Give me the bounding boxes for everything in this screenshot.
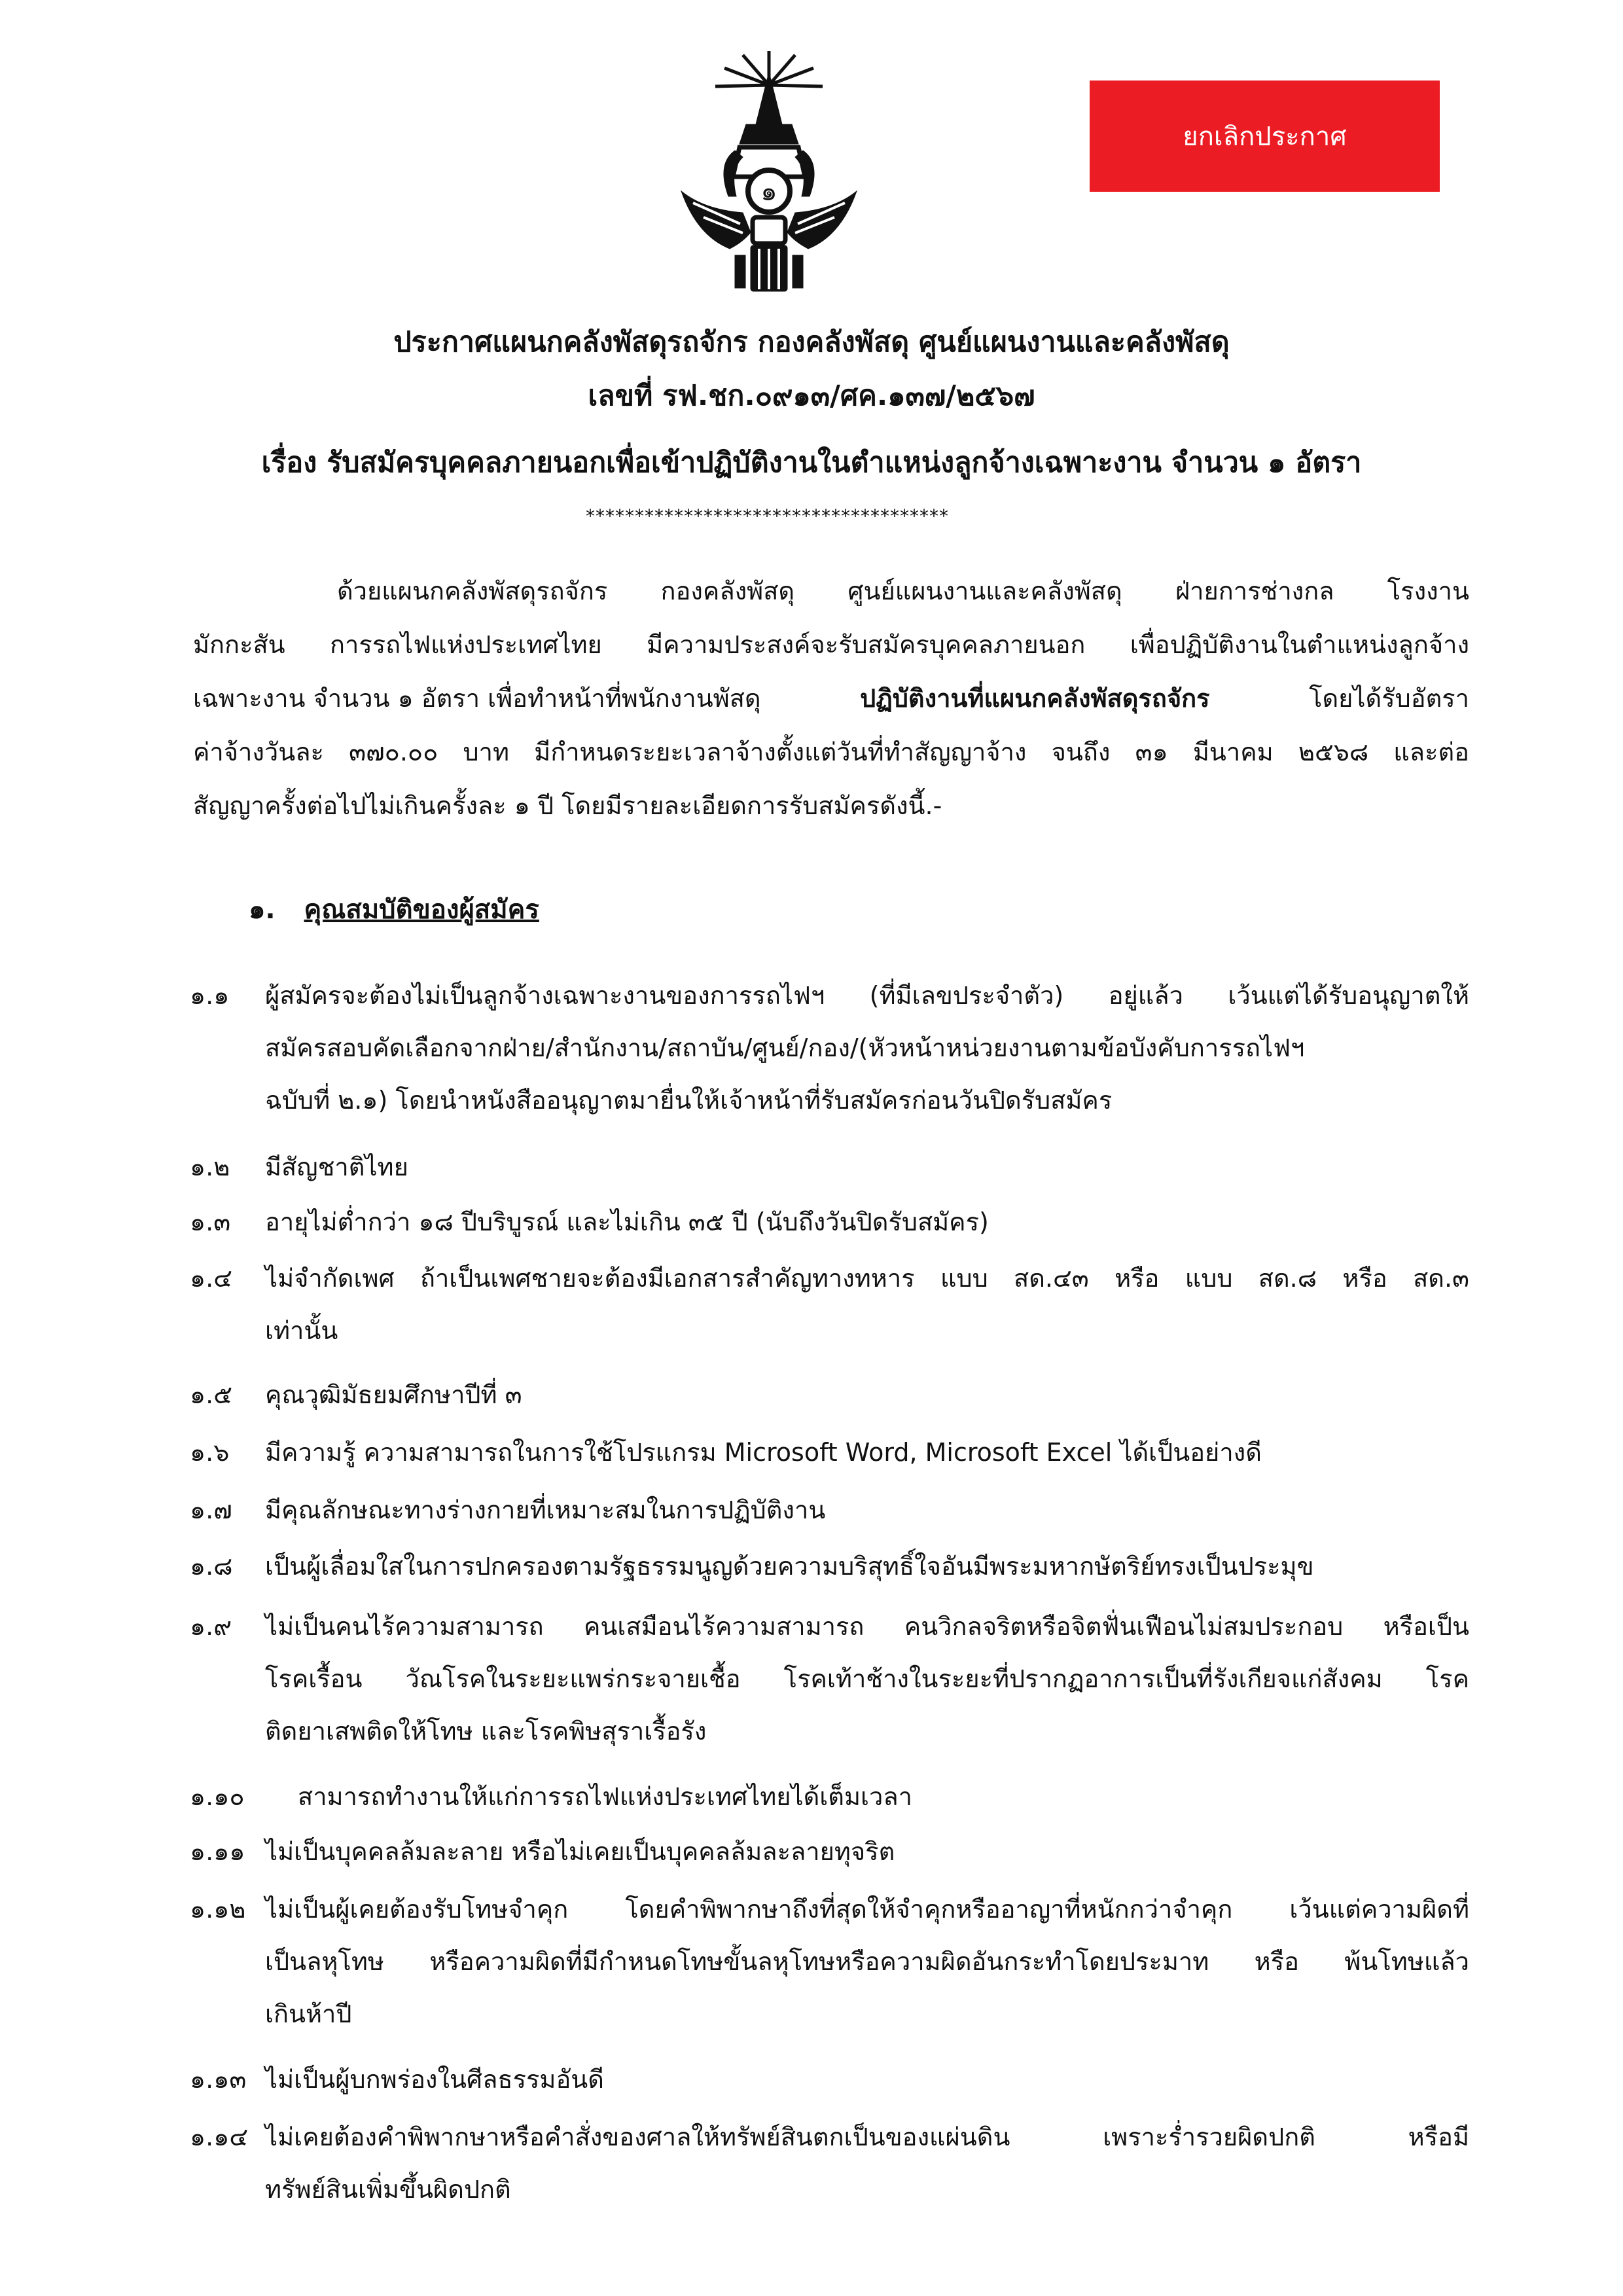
item-number: ๑.๑๔ (190, 2123, 249, 2151)
item-text: มีคุณลักษณะทางร่างกายที่เหมาะสมในการปฏิบัติงาน (265, 1496, 826, 1524)
section-1-number: ๑. (249, 895, 276, 925)
intro-line-2: มักกะสัน การรถไฟแห่งประเทศไทย มีความประสงค์จะรับสมัครบุคคลภายนอก เพื่อปฏิบัติงานในตำแหน่งลูกจ้าง (193, 630, 1469, 659)
cancel-announcement-button[interactable]: ยกเลิกประกาศ (1090, 81, 1440, 192)
intro-line-3-bold: ปฏิบัติงานที่แผนกคลังพัสดุรถจักร (860, 684, 1210, 713)
item-text-cont: โรคเรื้อน วัณโรคในระยะแพร่กระจายเชื้อ โรคเท้าช้างในระยะที่ปรากฏอาการเป็นที่รังเกียจแก่สังคม โรค (265, 1664, 1469, 1693)
item-number: ๑.๔ (190, 1264, 232, 1293)
item-number: ๑.๑ (190, 981, 230, 1010)
item-number: ๑.๑๑ (190, 1837, 245, 1866)
intro-line-3 (193, 678, 1469, 718)
announcement-title: ประกาศแผนกคลังพัสดุรถจักร กองคลังพัสดุ ศูนย์แผนงานและคลังพัสดุ (393, 326, 1230, 359)
item-text-cont: ฉบับที่ ๒.๑) โดยนำหนังสืออนุญาตมายื่นให้เจ้าหน้าที่รับสมัครก่อนวันปิดรับสมัคร (265, 1086, 1113, 1115)
item-number: ๑.๑๓ (190, 2065, 247, 2094)
item-text: ผู้สมัครจะต้องไม่เป็นลูกจ้างเฉพาะงานของการรถไฟฯ (ที่มีเลขประจำตัว) อยู่แล้ว เว้นแต่ได้รับอนุญาตให้ (265, 981, 1469, 1010)
announcement-subject: เรื่อง รับสมัครบุคคลภายนอกเพื่อเข้าปฏิบัติงานในตำแหน่งลูกจ้างเฉพาะงาน จำนวน ๑ อัตรา (261, 446, 1362, 479)
item-text-cont: เกินห้าปี (265, 2000, 352, 2028)
item-number: ๑.๙ (190, 1612, 232, 1641)
item-text: ไม่เป็นผู้บกพร่องในศีลธรรมอันดี (265, 2065, 604, 2094)
intro-line-3-end: โดยได้รับอัตรา (1309, 684, 1469, 713)
srt-emblem-logo (677, 46, 861, 295)
item-text-cont: สมัครสอบคัดเลือกจากฝ่าย/สำนักงาน/สถาบัน/ศูนย์/กอง/(หัวหน้าหน่วยงานตามข้อบังคับการรถไฟฯ (265, 1033, 1305, 1062)
item-number: ๑.๖ (190, 1438, 230, 1467)
announcement-number: เลขที่ รฟ.ชก.๐๙๑๓/ศค.๑๓๗/๒๕๖๗ (588, 380, 1035, 412)
item-text: เป็นผู้เลื่อมใสในการปกครองตามรัฐธรรมนูญด้วยความบริสุทธิ์ใจอันมีพระมหากษัตริย์ทรงเป็นประมุข (265, 1552, 1314, 1581)
item-number: ๑.๗ (190, 1496, 232, 1524)
svg-text:๑: ๑ (760, 177, 777, 207)
intro-line-3-start: เฉพาะงาน จำนวน ๑ อัตรา เพื่อทำหน้าที่พนักงานพัสดุ (193, 684, 761, 713)
intro-line-5: สัญญาครั้งต่อไปไม่เกินครั้งละ ๑ ปี โดยมีรายละเอียดการรับสมัครดังนี้.- (193, 791, 942, 820)
intro-line-1: ด้วยแผนกคลังพัสดุรถจักร กองคลังพัสดุ ศูนย์แผนงานและคลังพัสดุ ฝ่ายการช่างกล โรงงาน (337, 577, 1469, 605)
item-number: ๑.๕ (190, 1380, 232, 1409)
item-number: ๑.๘ (190, 1552, 233, 1581)
item-number: ๑.๓ (190, 1208, 231, 1236)
item-text: คุณวุฒิมัธยมศึกษาปีที่ ๓ (265, 1380, 522, 1409)
section-1-heading (249, 888, 539, 930)
item-text: มีสัญชาติไทย (265, 1153, 408, 1181)
intro-line-4: ค่าจ้างวันละ ๓๗๐.๐๐ บาท มีกำหนดระยะเวลาจ้างตั้งแต่วันที่ทำสัญญาจ้าง จนถึง ๓๑ มีนาคม ๒๕๖๘ และต่อ (193, 738, 1469, 766)
item-text-cont: ทรัพย์สินเพิ่มขึ้นผิดปกติ (265, 2175, 511, 2204)
item-text: มีความรู้ ความสามารถในการใช้โปรแกรม Microsoft Word, Microsoft Excel ได้เป็นอย่างดี (265, 1438, 1262, 1467)
item-text-cont: เท่านั้น (265, 1316, 338, 1345)
item-text-cont: เป็นลหุโทษ หรือความผิดที่มีกำหนดโทษขั้นลหุโทษหรือความผิดอันกระทำโดยประมาท หรือ พ้นโทษแล้ว (265, 1947, 1469, 1976)
item-number: ๑.๑๐ (190, 1782, 245, 1811)
item-number: ๑.๒ (190, 1153, 230, 1181)
item-text: อายุไม่ต่ำกว่า ๑๘ ปีบริบูรณ์ และไม่เกิน ๓๕ ปี (นับถึงวันปิดรับสมัคร) (265, 1208, 989, 1236)
item-text: ไม่เป็นคนไร้ความสามารถ คนเสมือนไร้ความสามารถ คนวิกลจริตหรือจิตฟั่นเฟือนไม่สมประกอบ หรือเป็น (265, 1612, 1469, 1641)
separator-line: ************************************* (586, 505, 949, 527)
item-text: ไม่จำกัดเพศ ถ้าเป็นเพศชายจะต้องมีเอกสารสำคัญทางทหาร แบบ สด.๔๓ หรือ แบบ สด.๘ หรือ สด.๓ (265, 1264, 1469, 1293)
item-text: ไม่เป็นผู้เคยต้องรับโทษจำคุก โดยคำพิพากษาถึงที่สุดให้จำคุกหรืออาญาที่หนักกว่าจำคุก เว้นแต่ความผิดที่ (265, 1895, 1469, 1924)
item-text: ไม่เป็นบุคคลล้มละลาย หรือไม่เคยเป็นบุคคลล้มละลายทุจริต (265, 1837, 895, 1866)
item-text-cont: ติดยาเสพติดให้โทษ และโรคพิษสุราเรื้อรัง (265, 1717, 707, 1746)
item-text: สามารถทำงานให้แก่การรถไฟแห่งประเทศไทยได้เต็มเวลา (298, 1782, 912, 1811)
section-1-title: คุณสมบัติของผู้สมัคร (304, 895, 539, 925)
item-text: ไม่เคยต้องคำพิพากษาหรือคำสั่งของศาลให้ทรัพย์สินตกเป็นของแผ่นดิน เพราะร่ำรวยผิดปกติ หรือมี (265, 2123, 1469, 2151)
item-number: ๑.๑๒ (190, 1895, 246, 1924)
